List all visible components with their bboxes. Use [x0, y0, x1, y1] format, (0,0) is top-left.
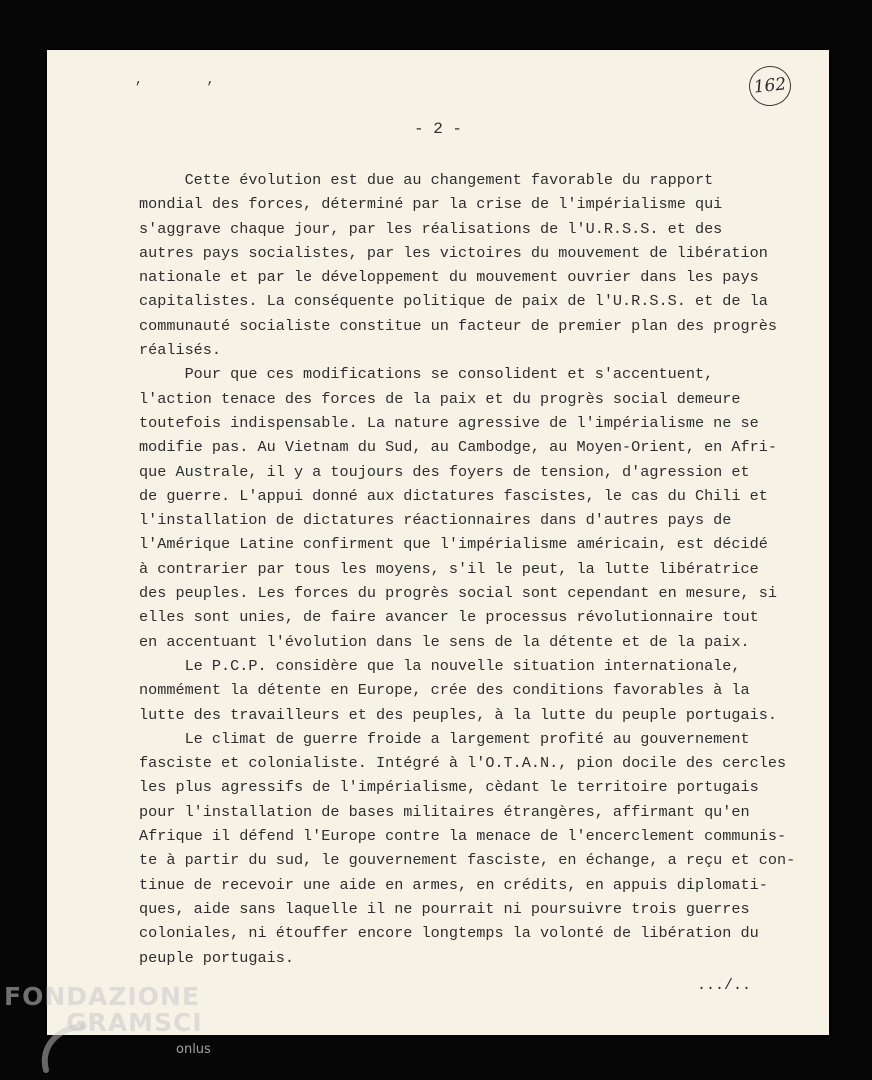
text-line: tinue de recevoir une aide en armes, en crédits, en appuis diplomati- [139, 875, 768, 894]
text-line: pour l'installation de bases militaires étrangères, affirmant qu'en [139, 802, 750, 821]
paragraph [139, 727, 796, 970]
text-line: de guerre. L'appui donné aux dictatures fascistes, le cas du Chili et [139, 486, 768, 505]
text-line: toutefois indispensable. La nature agressive de l'impérialisme ne se [139, 413, 759, 432]
text-line: s'aggrave chaque jour, par les réalisations de l'U.R.S.S. et des [139, 219, 723, 238]
fondazione-gramsci-watermark [4, 982, 211, 1057]
watermark-line-3: onlus [176, 1042, 211, 1057]
text-line: l'installation de dictatures réactionnaires dans d'autres pays de [139, 511, 732, 530]
watermark-swoosh-icon [36, 1018, 96, 1078]
text-line: fasciste et colonialiste. Intégré à l'O.T.A.N., pion docile des cercles [139, 754, 787, 773]
text-line: Afrique il défend l'Europe contre la menace de l'encerclement communis- [139, 827, 787, 846]
body-text [139, 168, 796, 970]
text-line: mondial des forces, déterminé par la crise de l'impérialisme qui [139, 195, 723, 214]
text-line: que Australe, il y a toujours des foyers de tension, d'agression et [139, 462, 750, 481]
text-line: lutte des travailleurs et des peuples, à la lutte du peuple portugais. [139, 705, 777, 724]
watermark-line-1: FONDAZIONE [4, 982, 201, 1011]
text-line: communauté socialiste constitue un facteur de premier plan des progrès [139, 316, 777, 335]
text-line: modifie pas. Au Vietnam du Sud, au Cambodge, au Moyen-Orient, en Afri- [139, 438, 777, 457]
text-line: les plus agressifs de l'impérialisme, cèdant le territoire portugais [139, 778, 759, 797]
document-page [47, 50, 829, 1035]
archive-number-stamp: 162 [747, 64, 793, 108]
paragraph [139, 654, 779, 727]
watermark-line-2: GRAMSCI [66, 1008, 203, 1037]
text-line: capitalistes. La conséquente politique de paix de l'U.R.S.S. et de la [139, 292, 768, 311]
text-line: peuple portugais. [139, 948, 294, 967]
text-line: Le climat de guerre froide a largement profité au gouvernement [139, 729, 750, 748]
stray-marks: , , [135, 72, 243, 87]
text-line: Le P.C.P. considère que la nouvelle situation internationale, [139, 656, 741, 675]
text-line: à contrarier par tous les moyens, s'il le peut, la lutte libératrice [139, 559, 759, 578]
text-line: Cette évolution est due au changement favorable du rapport [139, 171, 714, 189]
continuation-mark: .../.. [697, 977, 752, 994]
text-line: nommément la détente en Europe, crée des conditions favorables à la [139, 681, 750, 700]
text-line: te à partir du sud, le gouvernement fasciste, en échange, a reçu et con- [139, 851, 796, 870]
text-line: l'action tenace des forces de la paix et du progrès social demeure [139, 389, 741, 408]
text-line: autres pays socialistes, par les victoires du mouvement de libération [139, 243, 768, 262]
paragraph [139, 168, 779, 362]
text-line: des peuples. Les forces du progrès social sont cependant en mesure, si [139, 584, 777, 603]
text-line: ques, aide sans laquelle il ne pourrait ni poursuivre trois guerres [139, 899, 750, 918]
paragraph [139, 362, 779, 654]
text-line: l'Amérique Latine confirment que l'impérialisme américain, est décidé [139, 535, 768, 554]
text-line: elles sont unies, de faire avancer le processus révolutionnaire tout [139, 608, 759, 627]
page-number: - 2 - [413, 120, 462, 138]
text-line: réalisés. [139, 341, 222, 360]
text-line: nationale et par le développement du mouvement ouvrier dans les pays [139, 268, 759, 287]
text-line: coloniales, ni étouffer encore longtemps la volonté de libération du [139, 924, 759, 943]
text-line: Pour que ces modifications se consolident et s'accentuent, [139, 365, 714, 384]
text-line: en accentuant l'évolution dans le sens de la détente et de la paix. [139, 632, 750, 651]
